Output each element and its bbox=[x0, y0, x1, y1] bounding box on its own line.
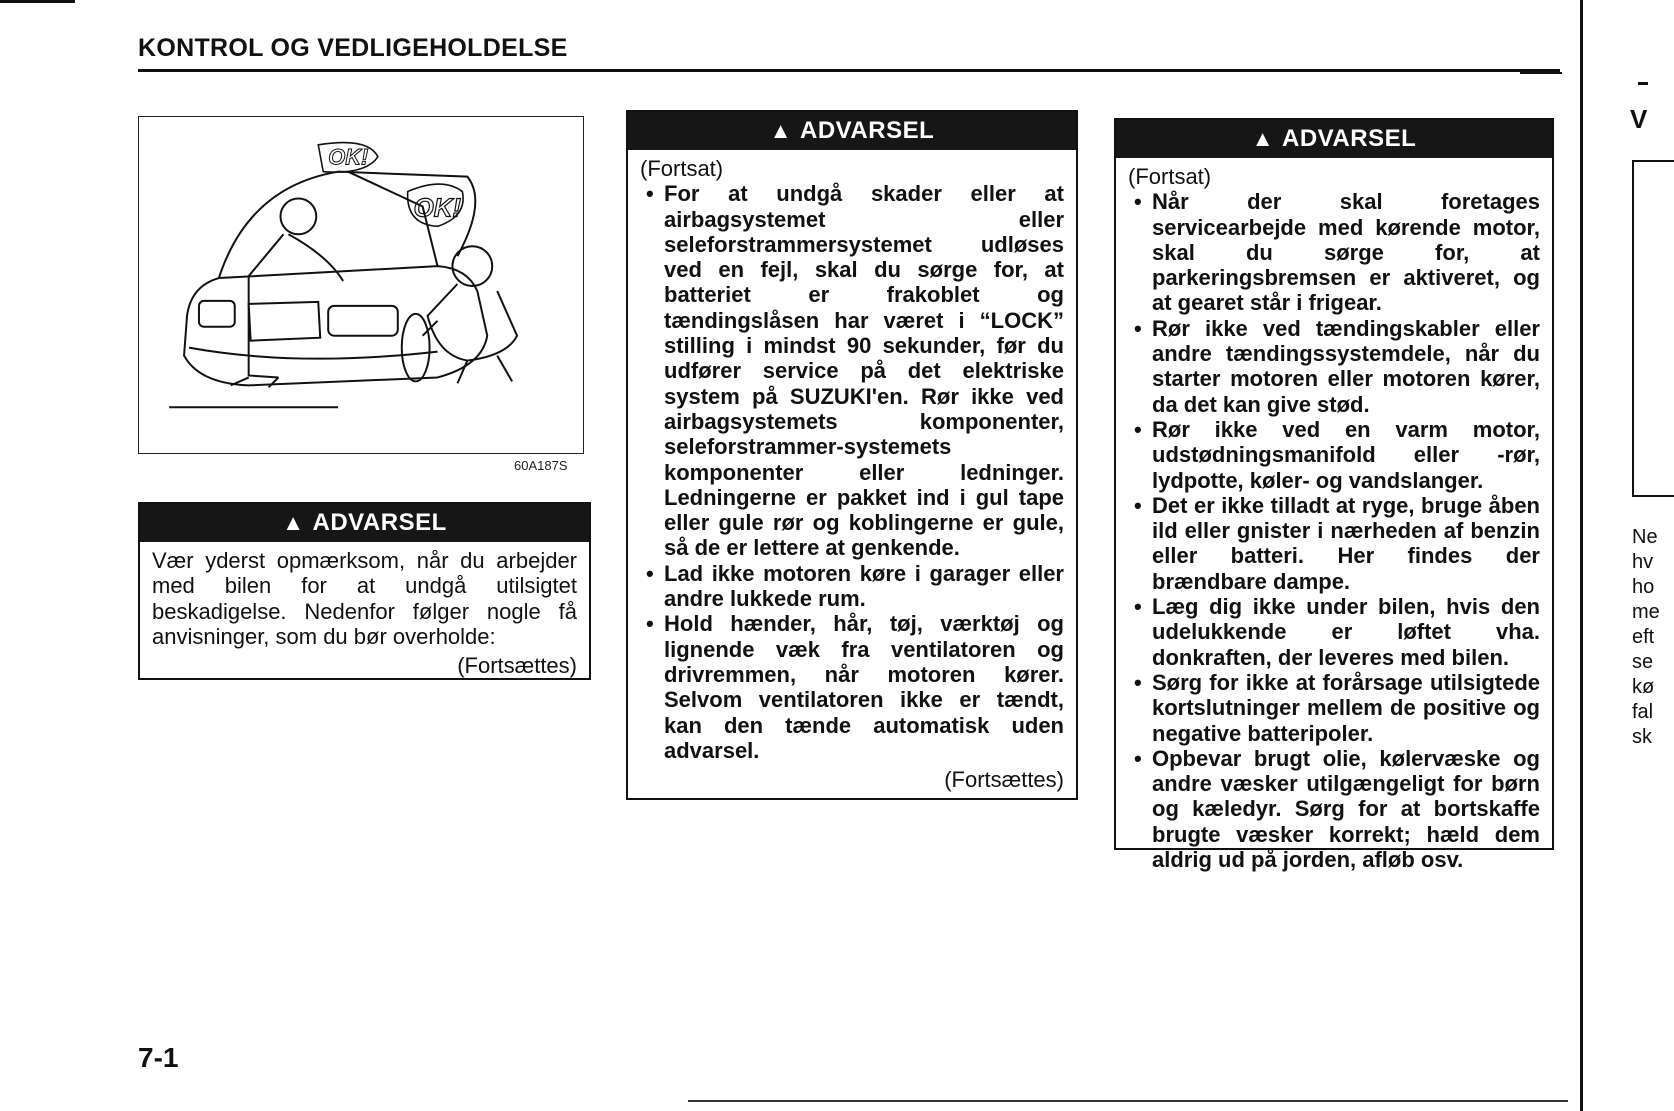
fragment-line: se bbox=[1632, 651, 1654, 673]
callout-ok-1: OK! bbox=[328, 144, 369, 170]
warning-triangle-icon: ▲ bbox=[282, 510, 305, 535]
warning-triangle-icon: ▲ bbox=[769, 118, 793, 143]
warning-label: ADVARSEL bbox=[1282, 125, 1417, 152]
title-rule-extension bbox=[1520, 72, 1562, 74]
warning-body bbox=[1116, 158, 1552, 880]
continued-note: (Fortsat) bbox=[640, 156, 724, 181]
continued-note: (Fortsat) bbox=[1128, 164, 1212, 189]
continues-note: (Fortsættes) bbox=[944, 767, 1064, 793]
list-item: • Lad ikke motoren køre i garager eller andre lukkede rum. bbox=[640, 561, 1064, 612]
list-item: • Opbevar brugt olie, kølervæske og andre væsker utilgængeligt for børn og kæledyr. Sørg for at bortskaffe brugte væsker korrekt; hæld dem aldrig ud på jorden, afløb osv. bbox=[1128, 746, 1540, 872]
next-page-fragment bbox=[1580, 0, 1660, 1111]
fragment-dash bbox=[1638, 82, 1648, 85]
fragment-text bbox=[1632, 525, 1660, 750]
page-edge bbox=[1580, 0, 1583, 1111]
illustration-box bbox=[138, 116, 584, 454]
figure-code: 60A187S bbox=[514, 458, 568, 473]
fragment-box bbox=[1632, 160, 1674, 497]
bottom-rule bbox=[688, 1100, 1568, 1102]
list-item: • Rør ikke ved tændingskabler eller andre tændingssystemdele, når du starter motoren eller motoren kører, da det kan give stød. bbox=[1128, 316, 1540, 417]
title-rule bbox=[138, 69, 1560, 72]
fragment-heading: V bbox=[1630, 104, 1648, 134]
fragment-line: fal bbox=[1632, 701, 1654, 723]
list-item: • Læg dig ikke under bilen, hvis den udelukkende er løftet vha. donkraften, der leveres med bilen. bbox=[1128, 594, 1540, 670]
mechanics-at-car-illustration bbox=[139, 117, 583, 453]
warning-box-left bbox=[138, 502, 591, 680]
fragment-line: ho bbox=[1632, 576, 1655, 598]
list-item: • Hold hænder, hår, tøj, værktøj og lignende væk fra ventilatoren og drivremmen, når motoren kører. Selvom ventilatoren ikke er tændt, kan den tænde automatisk uden advarsel. bbox=[640, 611, 1064, 763]
warning-body bbox=[140, 542, 589, 686]
fragment-line: sk bbox=[1632, 726, 1652, 748]
warning-text: Vær yderst opmærksom, når du arbejder med bilen for at undgå utilsigtet beskadigelse. Nedenfor følger nogle få anvisninger, som du bør overholde: bbox=[152, 548, 577, 649]
warning-body bbox=[628, 150, 1076, 800]
list-item: • For at undgå skader eller at airbagsystemet eller seleforstrammersystemet udløses ved en fejl, skal du sørge for, at batteriet er frakoblet og tændingslåsen har været i “LOCK” stilling i mindst 90 sekunder, før du udfører service på det elektriske system på SUZUKI'en. Rør ikke ved airbagsystemets komponenter, seleforstrammer-systemets komponenter eller ledninger. Ledningerne er pakket ind i gul tape eller gule rør og koblingerne er gule, så de er lettere at genkende. bbox=[640, 181, 1064, 560]
list-item: • Rør ikke ved en varm motor, udstødningsmanifold eller -rør, lydpotte, køler- og vandslanger. bbox=[1128, 417, 1540, 493]
page-number: 7-1 bbox=[138, 1042, 179, 1073]
fragment-line: hv bbox=[1632, 551, 1654, 573]
warning-label: ADVARSEL bbox=[800, 117, 935, 144]
page-title: KONTROL OG VEDLIGEHOLDELSE bbox=[138, 34, 568, 62]
fragment-line: me bbox=[1632, 601, 1660, 623]
warning-header bbox=[1116, 120, 1552, 158]
warning-header bbox=[140, 504, 589, 542]
warning-triangle-icon: ▲ bbox=[1251, 126, 1275, 151]
continues-note: (Fortsættes) bbox=[457, 653, 577, 679]
list-item: • Det er ikke tilladt at ryge, bruge åben ild eller gnister i nærheden af benzin eller batteri. Her findes der brændbare dampe. bbox=[1128, 493, 1540, 594]
warning-box-right bbox=[1114, 118, 1554, 873]
fragment-line: Ne bbox=[1632, 526, 1658, 548]
warning-header bbox=[628, 112, 1076, 150]
fragment-line: kø bbox=[1632, 676, 1655, 698]
fragment-line: eft bbox=[1632, 626, 1655, 648]
warning-box-middle bbox=[626, 110, 1078, 800]
crop-mark bbox=[0, 0, 75, 17]
list-item: • Når der skal foretages servicearbejde med kørende motor, skal du sørge for, at parkeringsbremsen er aktiveret, og at gearet står i frigear. bbox=[1128, 189, 1540, 315]
list-item: • Sørg for ikke at forårsage utilsigtede kortslutninger mellem de positive og negative batteripoler. bbox=[1128, 670, 1540, 746]
warning-label: ADVARSEL bbox=[312, 509, 447, 536]
callout-ok-2: OK! bbox=[413, 194, 462, 223]
